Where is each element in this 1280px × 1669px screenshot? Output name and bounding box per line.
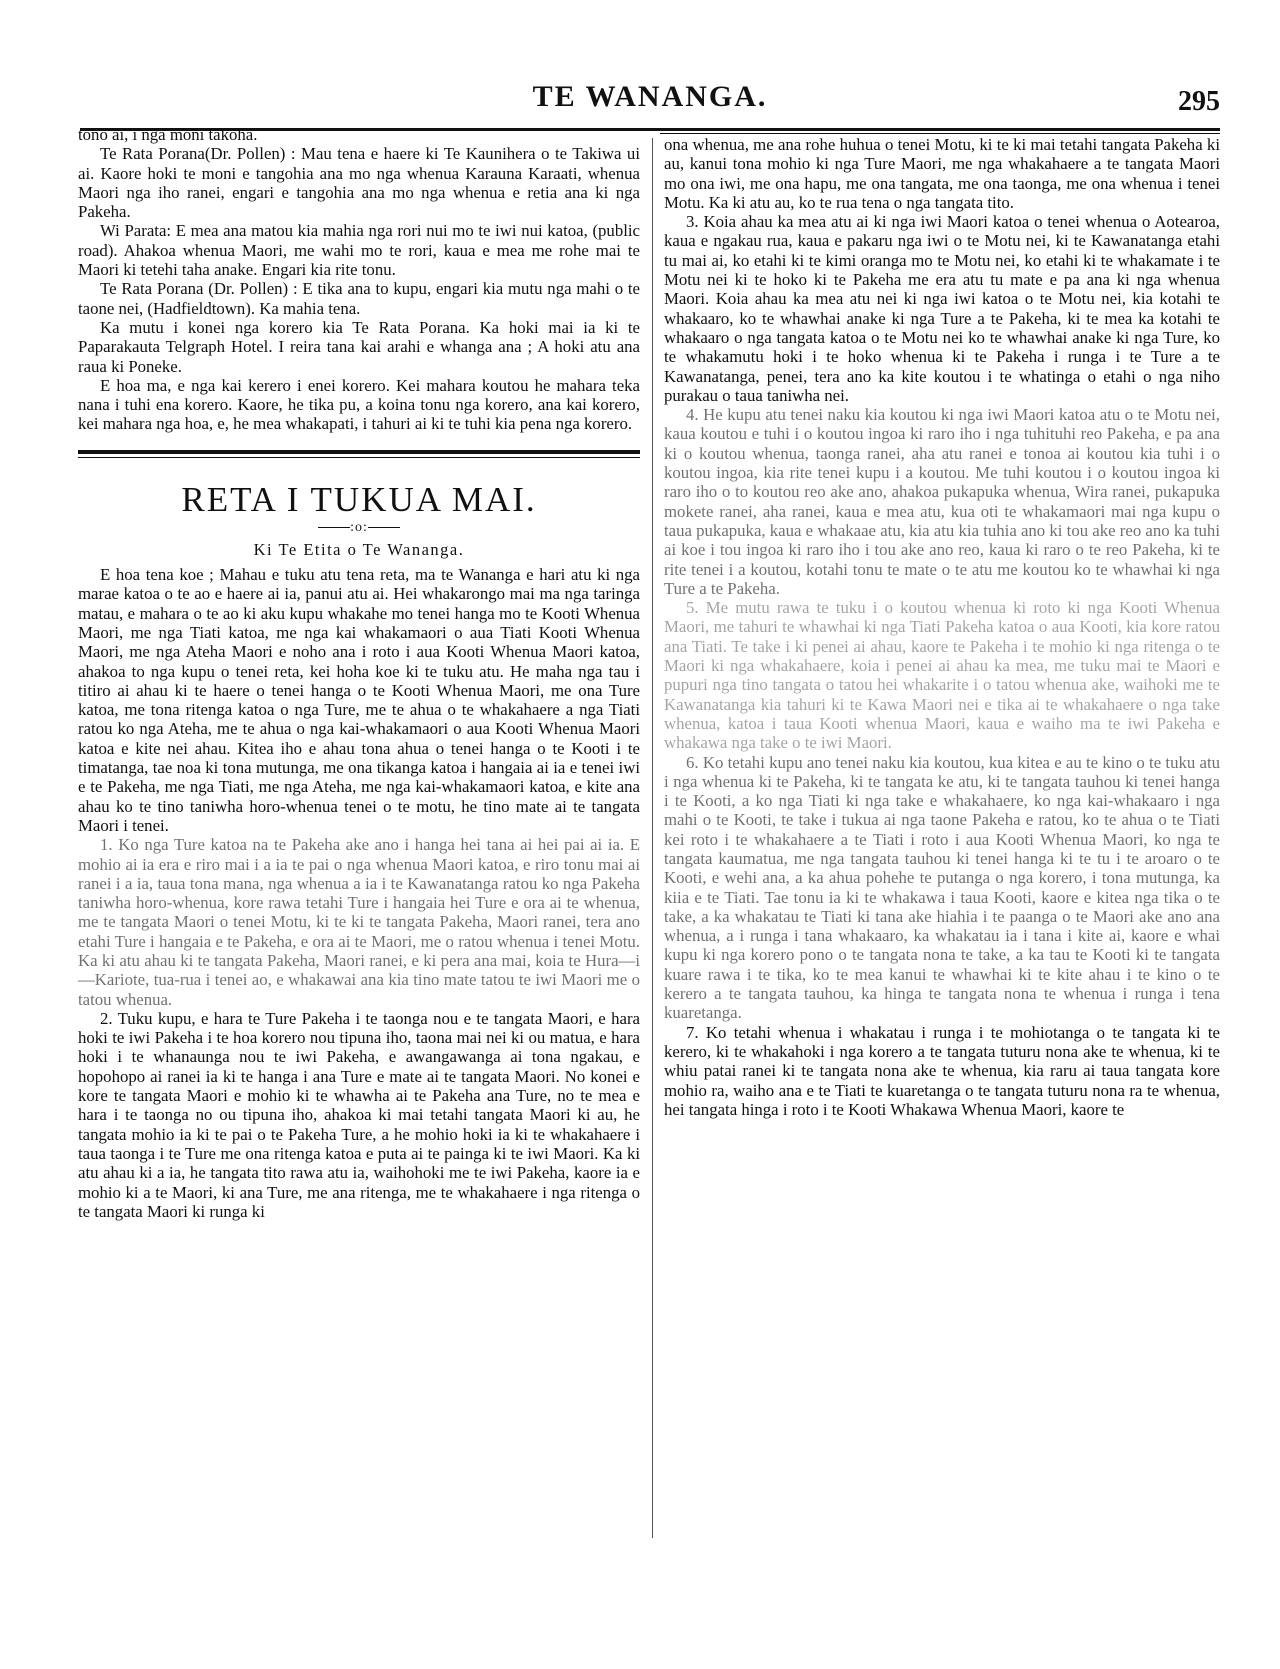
paragraph: tono ai, i nga moni takoha. — [78, 125, 258, 144]
letter-heading: RETA I TUKUA MAI. — [181, 479, 537, 519]
letter-paragraph: E hoa tena koe ; Mahau e tuku atu tena reta, ma te Wananga e hari atu ki nga marae katoa o te ao e haere ai ia, panui atu ai. Hei whakarongo mai ma nga taringa matau, e mahara o te ao ki aku kupu whakahe mo tenei hanga mo te Kooti Whenua Maori, me nga Tiati katoa, me nga kai whakamaori o aua Tiati Kooti Whenua Maori, me nga Ateha Maori e noho ana i roto i aua Kooti Whenua Maori katoa, ahakoa to nga kupu o tenei reta, kei hoha koe ki te tuku atu. He maha nga tau i titiro ai ahau ki te haere o tenei hanga o te Kooti Whenua Maori, me ona Ture katoa, me tona ritenga katoa o nga Ture, me te ahua o te whakahaere a nga Tiati ratou ko nga Ateha, me te ahua o nga kai-whakamaori o aua Kooti Whenua Maori katoa e kite nei ahau. Kitea iho e ahau tona ahua o tenei hanga o te Kooti i te timatanga, tae noa ki tona mutunga, me ona tikanga katoa i hangaia ai ia e tenei iwi e te Pakeha, me nga Tiati, me nga Ateha, me nga kai-whakamaori katoa, e kite ana ahau ko te tino taniwha horo-whenua tenei o te motu, he tino mate ai te tangata Maori i tenei. — [78, 565, 640, 835]
paragraph: 3. Koia ahau ka mea atu ai ki nga iwi Maori katoa o tenei whenua o Aotearoa, kaua e ngakau rua, kaua e pakaru nga iwi o te Motu nei, ki te Kawanatanga etahi tu mai ai, ko etahi ki te kimi oranga mo te Motu nei, ko etahi ki te whakamate i te Motu nei ki te hoko ki te Pakeha me era atu tu mate e pa ana ki nga whenua Maori. Koia ahau ka mea atu nei ki nga iwi katoa o te Motu nei, kia kotahi te whakaaro, ko te whawhai anake ki nga Ture a te Pakeha, ki te mea ka kotahi te whakaaro o nga tangata katoa o te Motu nei ko te whawhai anake ki nga Ture, ko te whakamutu hoki i te hoko whenua ki te Pakeha i runga i te Ture a te Kawanatanga, penei, tera ano ka kite koutou i te whatinga o etahi o nga niho purakau o taua taniwha nei. — [664, 212, 1220, 405]
ornament-glyph: :o: — [350, 519, 368, 535]
page-number: 295 — [1178, 86, 1220, 117]
letter-paragraph: 1. Ko nga Ture katoa na te Pakeha ake ano i hanga hei tana ai hei pai ai ia. E mohio ai ia era e riro mai i a ia te pai o nga whenua Maori katoa, e riro tonu mai ai ranei i a ia, taua tona mana, nga whenua a ia i te Kawanatanga ratou ko nga Pakeha taniwha horo-whenua, kore rawa tetahi Ture i hangaia hei Ture e ora ai te whenua, me te tangata Maori o tenei Motu, ki te ki te tangata Pakeha, Maori ranei, tera ano etahi Ture i hangaia e te Pakeha, e ora ai te Maori, me o ratou whenua i tenei Motu. Ka ki atu ahau ki te tangata Pakeha, Maori ranei, e ki pera ana mai, koia te Hura—i—Kariote, tua-rua i tenei ao, e whakawai ana kia tino mate tatou te iwi Maori me o tatou whenua. — [78, 835, 640, 1009]
paragraph: Te Rata Porana (Dr. Pollen) : E tika ana to kupu, engari kia mutu nga mahi o te taone nei, (Hadfieldtown). Ka mahia tena. — [78, 279, 640, 318]
masthead — [80, 80, 1220, 120]
right-column — [664, 135, 1220, 1119]
paragraph: Wi Parata: E mea ana matou kia mahia nga rori nui mo te iwi nui katoa, (public road). Ahakoa whenua Maori, me wahi mo te rori, kaua e mea me rohe mai te Maori ki tetehi taha anake. Engari kia rite tonu. — [78, 221, 640, 280]
column-divider — [652, 138, 653, 1538]
paragraph: ona whenua, me ana rohe huhua o tenei Motu, ki te ki mai tetahi tangata Pakeha ki au, kanui tona mohio ki nga Ture Maori, me nga whakahaere a te tangata Maori mo ona iwi, me ona hapu, me ona tangata, me ona taonga, me ona whenua i tenei Motu. Ka ki atu au, ko te rua tena o nga tangata tito. — [664, 135, 1220, 212]
paragraph: 5. Me mutu rawa te tuku i o koutou whenua ki roto ki nga Kooti Whenua Maori, me tahuri te whawhai ki nga Tiati Pakeha katoa o aua Kooti, kia kore ratou ana Tiati. Te take i ki penei ai ahau, kaore te Pakeha i te mohio ki nga ritenga o te Maori ki nga whakahaere, koia i penei ai ahau ka mea, me tuku mai te Maori e pupuri nga tino tangata o tatou hei whakarite i o tatou whenua ake, waihoki me te Kawanatanga kia tahuri ki te Kawa Maori nei e tika ai te whakahaere o nga take whenua, katoa i taua Kooti whenua Maori, kaua e waiho ma te iwi Pakeha e whakawa nga take o te iwi Maori. — [664, 598, 1220, 753]
section-rule — [78, 450, 640, 458]
paragraph: 6. Ko tetahi kupu ano tenei naku kia koutou, kua kitea e au te kino o te tuku atu i nga whenua ki te Pakeha, ki te tangata ke atu, ki te tangata tauhou ki tenei hanga i te Kooti, a ko nga Tiati ki nga take e whakahaere, ko nga kai-whakaaro i nga mahi o te Kooti, te take i tukua ai nga taone Pakeha e ratou, ko te ahua o te Tiati kei roto i te whakahaere a te Tiati i roto i aua Kooti Whenua Maori, ko nga te tangata kaumatua, me nga tangata tauhou ki tenei hanga ki te tu i te aroaro o te Kooti, e wehi ana, a ka ahua pohehe te putanga o nga korero, i tona mutunga, ka kiia e te Tiati. Tae tonu ia ki te whakawa i taua Kooti, kaore e kitea nga tika o te take, a ka whakatau te Tiati ki tana ake hiahia i te paanga o te Maori ake ano ana whenua, a i runga i tana whakaaro, ka whakatau ia i tana i kite ai, kaore e whai kupu ki nga korero pono o te tangata nona te take, a ka tau te Kooti ki te tangata kuare rawa i te tika, ko te mea kanui te whawhai ki te kite ahau i te kino o te kerero a te tangata tauhou, ka hinga te tangata nona te whenua i runga i tena kuaretanga. — [664, 752, 1220, 1023]
paragraph: E hoa ma, e nga kai kerero i enei korero. Kei mahara koutou he mahara teka nana i tuhi ena korero. Kaore, he tika pu, a koina tonu nga korero, ana kai korero, kei mahara nga hoa, e, he mea whakapati, i tahuri ai ki te tuhi kia pena nga korero. — [78, 375, 640, 434]
left-column — [78, 125, 640, 1221]
paragraph: 7. Ko tetahi whenua i whakatau i runga i te mohiotanga o te tangata ki te kerero, ki te whakahoki i nga korero a te tangata tuturu nona ake te whenua, ki te whiu patai ranei ki te tangata nona ake te whenua, kia raru ai taua tangata kore mohio ra, waiho ana e te Tiati te kuaretanga o te tangata tuturu nona ra te whenua, hei tangata hinga i roto i te Kooti Whakawa Whenua Maori, kaore te — [664, 1022, 1220, 1119]
ornament — [78, 520, 640, 536]
letter-addressee: Ki Te Etita o Te Wananga. — [253, 539, 465, 559]
paragraph: 4. He kupu atu tenei naku kia koutou ki nga iwi Maori katoa atu o te Motu nei, kaua koutou e tuhi i o koutou ingoa ki raro iho i nga tuhituhi reo Pakeha, e pa ana ki o koutou whenua, taonga ranei, aha atu ranei e tonoa ai koutou kia tuhi i o koutou ingoa, kia rite tenei kupu i a koutou. Me tuhi koutou i o koutou ingoa ki raro iho o to koutou reo ake ano, ahakoa pukapuka whenua, Wira ranei, pukapuka mokete ranei, aha ranei, kaua e mea atu, kua oti te whakamaori mai nga kupu o taua pukapuka, kaua e whakaae atu, kia atu kia tuhia ano ki tou ake reo ano ka tuhi ai koe i tou ingoa ki raro iho i tou ake ano reo, kaua ki raro o te reo Pakeha, ki te rite tenei i a koutou, kotahi tonu te mate o te atu me koutou ko te whawhai ki nga Ture a te Pakeha. — [664, 405, 1220, 598]
paragraph: Te Rata Porana(Dr. Pollen) : Mau tena e haere ki Te Kaunihera o te Takiwa ui ai. Kaore hoki te moni e tangohia ana mo nga whenua Karauna Karaati, whenua Maori nga iho ranei, engari e tangohia ana mo nga whenua e retia ana ki nga Pakeha. — [78, 144, 640, 222]
header-rule-thin — [660, 133, 1220, 134]
letter-paragraph: 2. Tuku kupu, e hara te Ture Pakeha i te taonga nou e te tangata Maori, e hara hoki te iwi Pakeha i te hoa korero nou tipuna iho, taona mai nei ki ou matua, e hara hoki i te whanaunga nou te iwi Pakeha, e awangawanga ai tona ngakau, e hopohopo ai ranei ia ki te hanga i ana Ture e mate ai te tangata Maori. No konei e kore te tangata Maori e mohio ki te whawha ai te Pakeha ana Ture, no te mea e hara i te taonga no ou tipuna iho, ahakoa ki mai tetahi tangata Maori ki au, he tangata mohio ia ki te pai o te Pakeha Ture, a he mohio hoki ia ki te whakahaere i taua taonga i te Ture me ona ritenga katoa e puta ai te painga ki te iwi Maori. Ka ki atu ahau ki a ia, he tangata tito rawa atu ia, waihohoki me te iwi Pakeha, kaore ia e mohio ki a te Maori, ki ana Ture, me ana ritenga, me te whakahaere i nga ritenga o te tangata Maori ki runga ki — [78, 1008, 640, 1221]
newspaper-title: TE WANANGA. — [532, 80, 768, 113]
paragraph: Ka mutu i konei nga korero kia Te Rata Porana. Ka hoki mai ia ki te Paparakauta Telgraph Hotel. I reira tana kai arahi e whanga ana ; A hoki atu ana raua ki Poneke. — [78, 317, 640, 376]
